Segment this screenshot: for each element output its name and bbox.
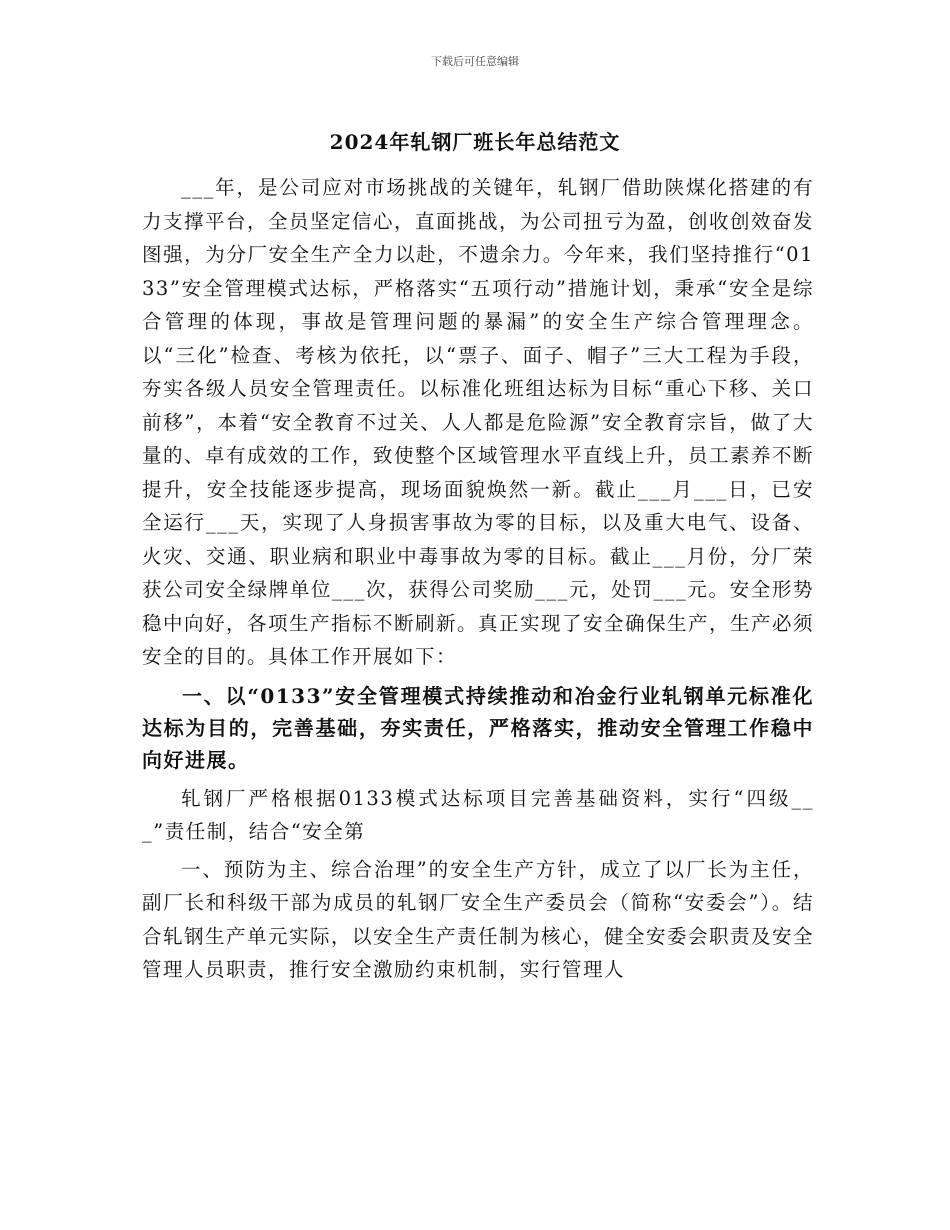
body-paragraph-section-1: 轧钢厂严格根据0133模式达标项目完善基础资料，实行“四级___”责任制，结合“安全第 <box>142 786 814 843</box>
document-title: 2024年轧钢厂班长年总结范文 <box>329 130 621 154</box>
body-paragraph-safety-committee: 一、预防为主、综合治理”的安全生产方针，成立了以厂长为主任，副厂长和科级干部为成员的轧钢厂安全生产委员会（简称“安委会”）。结合轧钢生产单元实际，以安全生产责任制为核心，健全安委会职责及安全管理人员职责，推行安全激励约束机制，实行管理人 <box>142 857 815 981</box>
document-body <box>142 171 814 987</box>
page-header-note: 下载后可任意编辑 <box>431 55 519 68</box>
body-paragraph-intro: ___年，是公司应对市场挑战的关键年，轧钢厂借助陕煤化搭建的有力支撑平台，全员坚定信心，直面挑战，为公司扭亏为盈，创收创效奋发图强，为分厂安全生产全力以赴，不遗余力。今年来，我们坚持推行“0133”安全管理模式达标，严格落实“五项行动”措施计划，秉承“安全是综合管理的体现，事故是管理问题的暴漏”的安全生产综合管理理念。以“三化”检查、考核为依托，以“票子、面子、帽子”三大工程为手段，夯实各级人员安全管理责任。以标准化班组达标为目标“重心下移、关口前移”，本着“安全教育不过关、人人都是危险源”安全教育宗旨，做了大量的、卓有成效的工作，致使整个区域管理水平直线上升，员工素养不断提升，安全技能逐步提高，现场面貌焕然一新。截止___月___日，已安全运行___天，实现了人身损害事故为零的目标，以及重大电气、设备、火灾、交通、职业病和职业中毒事故为零的目标。截止___月份，分厂荣获公司安全绿牌单位___次，获得公司奖励___元，处罚___元。安全形势稳中向好，各项生产指标不断刷新。真正实现了安全确保生产，生产必须安全的目的。具体工作开展如下： <box>142 176 815 668</box>
section-heading-1: 一、以“0133”安全管理模式持续推动和冶金行业轧钢单元标准化达标为目的，完善基础，夯实责任，严格落实，推动安全管理工作稳中向好进展。 <box>142 683 814 772</box>
